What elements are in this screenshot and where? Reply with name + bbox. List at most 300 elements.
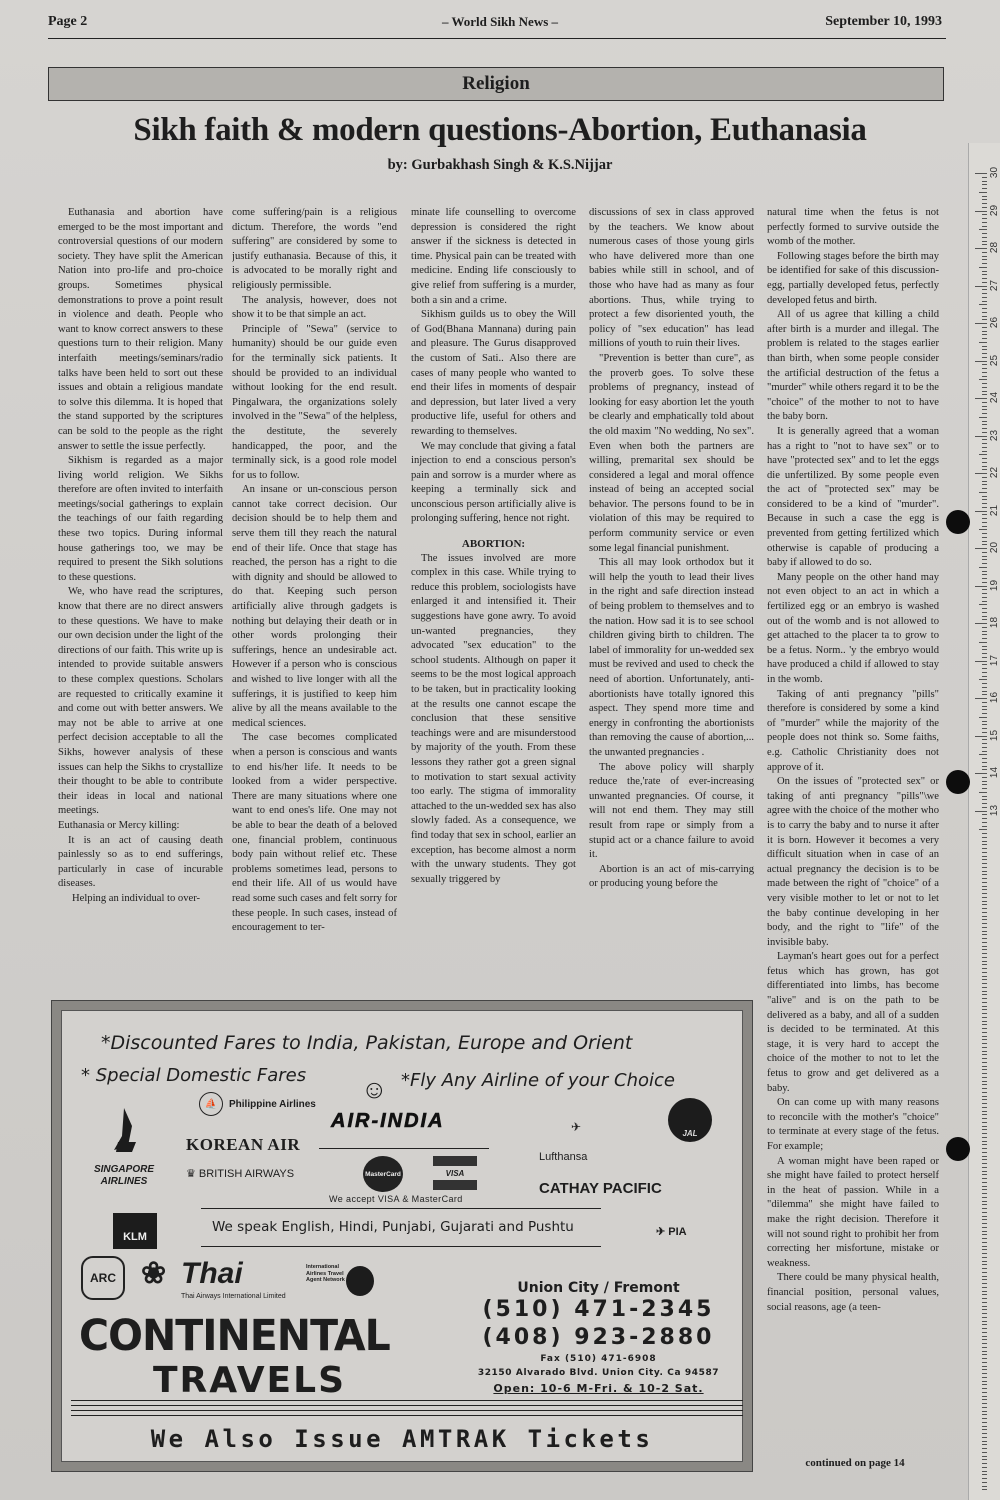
- ruler-minor-tick: [982, 713, 987, 714]
- page-number: Page 2: [48, 14, 88, 29]
- iatan-globe-icon: [346, 1266, 374, 1296]
- ruler-minor-tick: [982, 1467, 987, 1468]
- office-location: Union City / Fremont: [517, 1280, 680, 1296]
- paragraph: Principle of "Sewa" (service to humanity) should be our guide even for the terminally sick patients. It should be provided to an individual without looking for the end result. Pingalwara, the organizations solely involved in the "Sewa" of the helpless, the destitute, the severely handicapped, the poor, and the terminally sick, is a good role model for us to follow.: [232, 323, 397, 481]
- paragraph: Many people on the other hand may not even object to an act in which a fertilized egg or an embryo is washed out of the womb and is not allowed to get attached to the placer ta to grow to be a fetus. Norm.. 'y the embryo would have produced a child if allowed to stay in the womb.: [767, 571, 939, 685]
- ruler-minor-tick: [982, 1156, 987, 1157]
- ruler-minor-tick: [982, 338, 987, 339]
- ruler-minor-tick: [982, 1133, 987, 1134]
- ruler-minor-tick: [982, 1426, 987, 1427]
- publication-name: – World Sikh News –: [441, 14, 559, 29]
- ruler-minor-tick: [982, 1208, 987, 1209]
- ruler-minor-tick: [979, 604, 987, 605]
- iatan-label: International Airlines Travel Agent Network: [306, 1264, 345, 1283]
- ruler-minor-tick: [982, 443, 987, 444]
- ruler-minor-tick: [982, 1006, 987, 1007]
- ruler-minor-tick: [982, 1249, 987, 1250]
- ruler-minor-tick: [982, 1039, 987, 1040]
- amtrak-tagline: We Also Issue AMTRAK Tickets: [150, 1425, 654, 1453]
- maharaja-mascot-icon: ☺: [361, 1074, 388, 1104]
- ruler-minor-tick: [982, 1047, 987, 1048]
- ruler-minor-tick: [982, 293, 987, 294]
- speed-stripes: [71, 1400, 743, 1420]
- article-column-5: [767, 206, 939, 1476]
- ruler-minor-tick: [982, 383, 987, 384]
- ruler-minor-tick: [982, 1339, 987, 1340]
- ruler-minor-tick: [982, 1129, 987, 1130]
- ruler-minor-tick: [982, 803, 987, 804]
- ruler-minor-tick: [982, 1081, 987, 1082]
- ruler-minor-tick: [982, 226, 987, 227]
- travels-wordmark: TRAVELS: [153, 1360, 347, 1401]
- ruler-major-tick: [975, 248, 987, 249]
- ruler-minor-tick: [982, 874, 987, 875]
- ruler-minor-tick: [982, 852, 987, 853]
- ruler-minor-tick: [982, 1279, 987, 1280]
- ruler-minor-tick: [982, 387, 987, 388]
- klm-logo: KLM: [113, 1213, 157, 1249]
- ruler-minor-tick: [982, 1062, 987, 1063]
- ruler-minor-tick: [982, 687, 987, 688]
- ruler-minor-tick: [982, 589, 987, 590]
- cathay-pacific-logo: CATHAY PACIFIC: [539, 1180, 662, 1197]
- stripe: [71, 1405, 743, 1406]
- ruler-minor-tick: [982, 1343, 987, 1344]
- ruler-minor-tick: [982, 1238, 987, 1239]
- ruler-minor-tick: [982, 976, 987, 977]
- ruler-minor-tick: [982, 541, 987, 542]
- ruler-minor-tick: [982, 316, 987, 317]
- ruler-minor-tick: [982, 979, 987, 980]
- ruler-minor-tick: [982, 259, 987, 260]
- ruler-minor-tick: [982, 1167, 987, 1168]
- paragraph: Taking of anti pregnancy "pills" therefore is considered by some a kind of "murder" while the majority of the people does not think so. Some faiths, e.g. Catholic Christianity does not approve of it.: [767, 688, 939, 773]
- ruler-minor-tick: [982, 552, 987, 553]
- thai-orchid-icon: ❀: [141, 1257, 167, 1290]
- ruler-minor-tick: [982, 897, 987, 898]
- ruler-minor-tick: [982, 931, 987, 932]
- paragraph: A woman might have been raped or she might have failed to protect herself in the heat of passion. While in a "dilemma" she might have failed to make the right decision. Therefore it will not sound right to prohibit her from correcting her misfortune, mistake or weakness.: [767, 1155, 939, 1269]
- ruler-minor-tick: [982, 1441, 987, 1442]
- issue-date: September 10, 1993: [825, 14, 942, 29]
- ad-discounted-fares: *Discounted Fares to India, Pakistan, Europe and Orient: [101, 1032, 633, 1054]
- ruler-minor-tick: [982, 1032, 987, 1033]
- ruler-minor-tick: [982, 1066, 987, 1067]
- ruler-minor-tick: [982, 889, 987, 890]
- ruler-minor-tick: [982, 1212, 987, 1213]
- ruler-minor-tick: [982, 1298, 987, 1299]
- ruler-minor-tick: [982, 544, 987, 545]
- ruler-minor-tick: [982, 833, 987, 834]
- ruler-minor-tick: [982, 702, 987, 703]
- ruler-minor-tick: [982, 252, 987, 253]
- pia-logo: [656, 1225, 687, 1238]
- travel-advertisement: [52, 1001, 752, 1471]
- ruler-minor-tick: [982, 188, 987, 189]
- ruler-minor-tick: [982, 466, 987, 467]
- ruler-minor-tick: [982, 901, 987, 902]
- ruler-minor-tick: [982, 863, 987, 864]
- ruler-minor-tick: [982, 1463, 987, 1464]
- ruler-minor-tick: [982, 848, 987, 849]
- ruler-minor-tick: [982, 691, 987, 692]
- ruler-minor-tick: [982, 867, 987, 868]
- ruler-minor-tick: [982, 376, 987, 377]
- ruler-minor-tick: [982, 428, 987, 429]
- ruler-minor-tick: [982, 1077, 987, 1078]
- ruler-minor-tick: [982, 1118, 987, 1119]
- ruler-minor-tick: [979, 679, 987, 680]
- ruler-minor-tick: [982, 1182, 987, 1183]
- business-hours: Open: 10-6 M-Fri. & 10-2 Sat.: [493, 1382, 704, 1395]
- ruler-minor-tick: [982, 1373, 987, 1374]
- ruler-minor-tick: [982, 968, 987, 969]
- ruler-minor-tick: [982, 612, 987, 613]
- ruler-minor-tick: [982, 653, 987, 654]
- ruler-minor-tick: [982, 807, 987, 808]
- ruler-minor-tick: [982, 1073, 987, 1074]
- korean-air-logo: KOREAN AIR: [186, 1135, 301, 1154]
- paragraph: An insane or un-conscious person cannot take correct decision. Our decision should be to help them and serve them till they reach the natural end of their life. Once that stage has reached, the person has a right to die with dignity and should be allowed to do that. Keeping such person artificially alive through gadgets is nothing but delaying their death or in other words prolonging their sufferings, hence an undesirable act. However if a person who is conscious and wished to live longer with all the sufferings, it is justified to keep him alive by all the means available to the medical sciences.: [232, 484, 397, 729]
- ruler-minor-tick: [982, 1459, 987, 1460]
- ruler-minor-tick: [982, 1309, 987, 1310]
- ruler-minor-tick: [982, 1287, 987, 1288]
- ruler-major-tick: [975, 286, 987, 287]
- ruler-minor-tick: [979, 304, 987, 305]
- ruler-minor-tick: [982, 1058, 987, 1059]
- ruler-minor-tick: [982, 657, 987, 658]
- ruler-minor-tick: [982, 826, 987, 827]
- ruler-minor-tick: [982, 574, 987, 575]
- ruler-major-tick: [975, 736, 987, 737]
- ruler-minor-tick: [979, 492, 987, 493]
- ruler-minor-tick: [982, 942, 987, 943]
- ruler-minor-tick: [982, 818, 987, 819]
- paragraph: All of us agree that killing a child after birth is a murder and illegal. The problem is related to the stages earlier than birth, when some people consider the artificial destruction of the fetus a "murder" while others regard it to be the "choice" of the mother to not to have the baby born.: [767, 309, 939, 423]
- ruler-minor-tick: [982, 1178, 987, 1179]
- ruler-label: 17: [988, 654, 1000, 666]
- ruler-minor-tick: [982, 1148, 987, 1149]
- ruler-minor-tick: [982, 1013, 987, 1014]
- ruler-minor-tick: [982, 1489, 987, 1490]
- header-rule: [48, 38, 946, 39]
- ruler-minor-tick: [982, 391, 987, 392]
- ruler-major-tick: [975, 548, 987, 549]
- paragraph: Sikhism is regarded as a major living world religion. We Sikhs therefore are often invited to interfaith meetings/social gatherings to explain the teachings of our faith regarding these two topics. During informal house gatherings too, we may be required to present the Sikh solutions to these questions.: [58, 455, 223, 583]
- ruler-minor-tick: [982, 837, 987, 838]
- ruler-minor-tick: [979, 642, 987, 643]
- ruler-minor-tick: [979, 342, 987, 343]
- ruler-minor-tick: [982, 1294, 987, 1295]
- ruler-minor-tick: [982, 672, 987, 673]
- ruler-minor-tick: [982, 1358, 987, 1359]
- ruler-minor-tick: [982, 263, 987, 264]
- ruler-minor-tick: [982, 923, 987, 924]
- ruler-minor-tick: [982, 1009, 987, 1010]
- ruler-minor-tick: [982, 1422, 987, 1423]
- ruler-minor-tick: [982, 1253, 987, 1254]
- ruler-minor-tick: [979, 754, 987, 755]
- ruler-minor-tick: [982, 556, 987, 557]
- ruler-minor-tick: [982, 477, 987, 478]
- measuring-ruler: [968, 143, 1000, 1500]
- article-column-4: [589, 206, 754, 1006]
- street-address: 32150 Alvarado Blvd. Union City. Ca 94587: [477, 1368, 720, 1378]
- ruler-minor-tick: [982, 1381, 987, 1382]
- ruler-minor-tick: [982, 469, 987, 470]
- ruler-minor-tick: [982, 218, 987, 219]
- ruler-label: 19: [988, 579, 1000, 591]
- stripe: [71, 1415, 743, 1416]
- ruler-minor-tick: [982, 668, 987, 669]
- ruler-minor-tick: [979, 379, 987, 380]
- ruler-minor-tick: [982, 1418, 987, 1419]
- ruler-minor-tick: [982, 244, 987, 245]
- ruler-minor-tick: [982, 439, 987, 440]
- ruler-label: 14: [988, 766, 1000, 779]
- ruler-label: 26: [988, 316, 1000, 329]
- ruler-minor-tick: [982, 1332, 987, 1333]
- ruler-minor-tick: [982, 571, 987, 572]
- stripe: [71, 1410, 743, 1411]
- ruler-minor-tick: [982, 1204, 987, 1205]
- ruler-minor-tick: [982, 394, 987, 395]
- ruler-minor-tick: [982, 421, 987, 422]
- ruler-major-tick: [975, 811, 987, 812]
- ruler-minor-tick: [982, 1321, 987, 1322]
- ruler-minor-tick: [982, 1478, 987, 1479]
- ruler-minor-tick: [982, 882, 987, 883]
- ruler-minor-tick: [982, 514, 987, 515]
- ruler-minor-tick: [982, 1399, 987, 1400]
- ruler-minor-tick: [982, 627, 987, 628]
- ruler-label: 15: [988, 729, 1000, 741]
- ruler-minor-tick: [982, 1036, 987, 1037]
- ruler-minor-tick: [982, 1377, 987, 1378]
- ruler-minor-tick: [982, 1201, 987, 1202]
- ruler-label: 13: [988, 804, 1000, 816]
- ruler-minor-tick: [982, 777, 987, 778]
- ruler-minor-tick: [982, 927, 987, 928]
- ruler-label: 20: [988, 541, 1000, 554]
- ruler-minor-tick: [982, 1444, 987, 1445]
- ruler-minor-tick: [982, 1227, 987, 1228]
- section-banner: [48, 67, 944, 101]
- ruler-minor-tick: [982, 1362, 987, 1363]
- ruler-minor-tick: [982, 961, 987, 962]
- ruler-label: 24: [988, 391, 1000, 404]
- ruler-minor-tick: [982, 1261, 987, 1262]
- ruler-minor-tick: [982, 1219, 987, 1220]
- paragraph: natural time when the fetus is not perfectly formed to survive outside the womb of the mother.: [767, 207, 939, 248]
- ruler-minor-tick: [982, 646, 987, 647]
- ruler-minor-tick: [982, 762, 987, 763]
- ruler-label: 25: [988, 354, 1000, 366]
- ruler-minor-tick: [982, 1171, 987, 1172]
- ruler-major-tick: [975, 661, 987, 662]
- ruler-minor-tick: [982, 484, 987, 485]
- ruler-minor-tick: [982, 203, 987, 204]
- ruler-minor-tick: [982, 743, 987, 744]
- ruler-minor-tick: [982, 1216, 987, 1217]
- ruler-minor-tick: [982, 282, 987, 283]
- ruler-minor-tick: [982, 601, 987, 602]
- ruler-minor-tick: [982, 1366, 987, 1367]
- ruler-minor-tick: [982, 447, 987, 448]
- ruler-minor-tick: [982, 1163, 987, 1164]
- lufthansa-crane-icon: ✈: [571, 1120, 582, 1134]
- ruler-minor-tick: [982, 878, 987, 879]
- ruler-minor-tick: [982, 1407, 987, 1408]
- ruler-minor-tick: [982, 904, 987, 905]
- stripe: [71, 1400, 743, 1401]
- ruler-minor-tick: [982, 1246, 987, 1247]
- ruler-minor-tick: [982, 241, 987, 242]
- ruler-label: 23: [988, 429, 1000, 441]
- continental-wordmark: CONTINENTAL: [79, 1310, 390, 1361]
- ruler-minor-tick: [982, 1384, 987, 1385]
- paragraph: discussions of sex in class approved by the teachers. We know about numerous cases of those young girls who have delivered more than one babies while still in school, and of those who have had as many as four abortions. Thus, while trying to protect a few disoriented youth, the policy of "sex education" has lead millions of youth to ruin their lives.: [589, 207, 754, 350]
- phone-number-408: (408) 923-2880: [482, 1325, 715, 1350]
- ruler-minor-tick: [982, 721, 987, 722]
- ruler-minor-tick: [979, 717, 987, 718]
- paragraph: It is an act of causing death painlessly so as to end sufferings, particularly in case of incurable diseases.: [58, 834, 223, 890]
- ruler-minor-tick: [982, 1122, 987, 1123]
- ruler-minor-tick: [979, 267, 987, 268]
- ruler-label: 29: [988, 204, 1000, 216]
- ruler-minor-tick: [982, 184, 987, 185]
- ruler-minor-tick: [982, 983, 987, 984]
- ruler-minor-tick: [979, 192, 987, 193]
- paragraph: We, who have read the scriptures, know that there are no direct answers to these questions. We have to make our own decision under the light of the directions of our faith. This write up is intended to provide suitable answers to these complex questions. Scholars are requested to critically examine it and come out with better answers. We may not be able to arrive at one perfect decision acceptable to all the Sikhs, however analysis of these issues can help the Sikhs to crystallize their thought to be able to contribute their ideas in local and national meetings.: [58, 586, 223, 817]
- ruler-minor-tick: [982, 938, 987, 939]
- continued-note: continued on page 14: [805, 1457, 905, 1469]
- ruler-minor-tick: [982, 331, 987, 332]
- paragraph: There could be many physical health, financial position, personal values, social reasons, age (a teen-: [767, 1272, 939, 1313]
- ruler-minor-tick: [979, 417, 987, 418]
- ruler-minor-tick: [982, 222, 987, 223]
- ruler-minor-tick: [982, 368, 987, 369]
- ruler-minor-tick: [979, 567, 987, 568]
- ruler-minor-tick: [982, 788, 987, 789]
- ruler-minor-tick: [982, 559, 987, 560]
- ruler-major-tick: [975, 211, 987, 212]
- ruler-minor-tick: [982, 1069, 987, 1070]
- ruler-minor-tick: [982, 1234, 987, 1235]
- ruler-minor-tick: [982, 1302, 987, 1303]
- ruler-minor-tick: [982, 278, 987, 279]
- paragraph: Euthanasia and abortion have emerged to be the most important and controversial questions of our modern society. They have split the American Nation into pro-life and pro-choice groups. Sometimes physical demonstrations to prove a point result in violence and death. People who want to know correct answers to these questions turn to their religion. Many interfaith meetings/seminars/radio talks have been held to sort out these issues and obtain a religious mandate to solve this dilemma. It is hoped that the stand supported by the scriptures can be sold to the people as the right answer to settle the issue perfectly.: [58, 207, 223, 452]
- article-headline: Sikh faith & modern questions-Abortion, Euthanasia: [133, 112, 867, 148]
- visa-logo: VISA: [433, 1156, 477, 1190]
- ruler-major-tick: [975, 473, 987, 474]
- ruler-minor-tick: [979, 792, 987, 793]
- ruler-minor-tick: [982, 1474, 987, 1475]
- ruler-minor-tick: [982, 346, 987, 347]
- ruler-minor-tick: [982, 1043, 987, 1044]
- ruler-minor-tick: [982, 319, 987, 320]
- thai-airways-logo: Thai: [181, 1257, 243, 1290]
- pia-bird-icon: ✈: [656, 1226, 669, 1238]
- ruler-minor-tick: [982, 953, 987, 954]
- ruler-minor-tick: [982, 886, 987, 887]
- ruler-minor-tick: [982, 1317, 987, 1318]
- ruler-minor-tick: [982, 957, 987, 958]
- ruler-minor-tick: [982, 1336, 987, 1337]
- ruler-minor-tick: [982, 1002, 987, 1003]
- ruler-minor-tick: [982, 1448, 987, 1449]
- ruler-minor-tick: [982, 616, 987, 617]
- ruler-minor-tick: [982, 214, 987, 215]
- paragraph: "Prevention is better than cure", as the proverb goes. To solve these problems of pregnancy, instead of looking for easy abortion let the youth be clearly and emphatically told about the old maxim "No wedding, No sex". Even when both the partners are willing, premarital sex should be considered a legal and moral offence instead of being an accepted social behavior. The persons found to be in violation of this may be required to perform community service or even some legal financial punishment.: [589, 352, 754, 554]
- philippine-sail-icon: ⛵: [199, 1092, 223, 1116]
- ruler-minor-tick: [982, 1403, 987, 1404]
- ruler-minor-tick: [982, 181, 987, 182]
- article-byline: by: Gurbakhash Singh & K.S.Nijjar: [387, 157, 613, 173]
- ruler-minor-tick: [982, 1103, 987, 1104]
- ruler-minor-tick: [982, 739, 987, 740]
- ruler-minor-tick: [982, 1437, 987, 1438]
- ruler-minor-tick: [982, 518, 987, 519]
- ruler-minor-tick: [982, 724, 987, 725]
- ruler-minor-tick: [979, 529, 987, 530]
- ruler-minor-tick: [982, 676, 987, 677]
- fax-number: Fax (510) 471-6908: [540, 1354, 657, 1364]
- ruler-minor-tick: [982, 1264, 987, 1265]
- ruler-minor-tick: [982, 499, 987, 500]
- ruler-minor-tick: [982, 1223, 987, 1224]
- ruler-minor-tick: [982, 1159, 987, 1160]
- ruler-minor-tick: [982, 274, 987, 275]
- languages-spoken: We speak English, Hindi, Punjabi, Gujarati and Pushtu: [212, 1219, 574, 1235]
- ruler-minor-tick: [982, 1092, 987, 1093]
- ruler-minor-tick: [982, 233, 987, 234]
- ruler-minor-tick: [982, 728, 987, 729]
- paragraph: The above policy will sharply reduce the,'rate of ever-increasing unwanted pregnancies. Of course, it will not end them. They may still result from rape or simply from a stupid act or a chance failure to avoid it.: [589, 761, 754, 861]
- ruler-minor-tick: [982, 638, 987, 639]
- ruler-minor-tick: [982, 196, 987, 197]
- paragraph: come suffering/pain is a religious dictum. Therefore, the words "end suffering" are considered by some to justify euthanasia. Because of this, it is advocated to be morally right and religiously permissible.: [232, 207, 397, 291]
- ruler-minor-tick: [982, 372, 987, 373]
- ruler-minor-tick: [982, 1456, 987, 1457]
- ruler-major-tick: [975, 586, 987, 587]
- ruler-minor-tick: [982, 994, 987, 995]
- philippine-airlines-logo: [199, 1092, 316, 1116]
- ruler-minor-tick: [982, 1126, 987, 1127]
- punch-hole: [946, 1137, 970, 1161]
- ruler-minor-tick: [982, 987, 987, 988]
- ruler-minor-tick: [982, 312, 987, 313]
- ruler-minor-tick: [982, 301, 987, 302]
- british-airways-label: BRITISH AIRWAYS: [198, 1168, 295, 1180]
- paragraph: On the issues of "protected sex" or taking of anti pregnancy "pills"\we agree with the choice of the mother who is to carry the baby and to nurse it after it is born. However it becomes a very difficult situation when in case of an actual pregnancy the decision is to be made between the right of "choice" of a very visible mother to let or not to let the baby continue developing in her body, and the right to "life" of the invisible baby.: [767, 776, 939, 948]
- ruler-major-tick: [975, 361, 987, 362]
- paragraph: We may conclude that giving a fatal injection to end a conscious person's pain and sorrow is a murder where as keeping a terminally sick and unconscious person artificially alive is prolonging suffering, hence not right.: [411, 440, 576, 525]
- ruler-minor-tick: [982, 1414, 987, 1415]
- paragraph: minate life counselling to overcome depression is considered the right answer if the sickness is detected in time. Physical pain can be treated with medicine. Ending life consciously to give relief from suffering is a murder, both a sin and a crime.: [411, 207, 576, 306]
- ruler-minor-tick: [982, 1084, 987, 1085]
- article-column-1: [58, 206, 223, 1006]
- ruler-label: 27: [988, 279, 1000, 291]
- ruler-minor-tick: [982, 1324, 987, 1325]
- ruler-minor-tick: [982, 844, 987, 845]
- ruler-minor-tick: [982, 608, 987, 609]
- ruler-label: 18: [988, 616, 1000, 629]
- jal-logo: JAL: [668, 1098, 712, 1142]
- ruler-minor-tick: [982, 402, 987, 403]
- ruler-minor-tick: [982, 334, 987, 335]
- ruler-major-tick: [975, 698, 987, 699]
